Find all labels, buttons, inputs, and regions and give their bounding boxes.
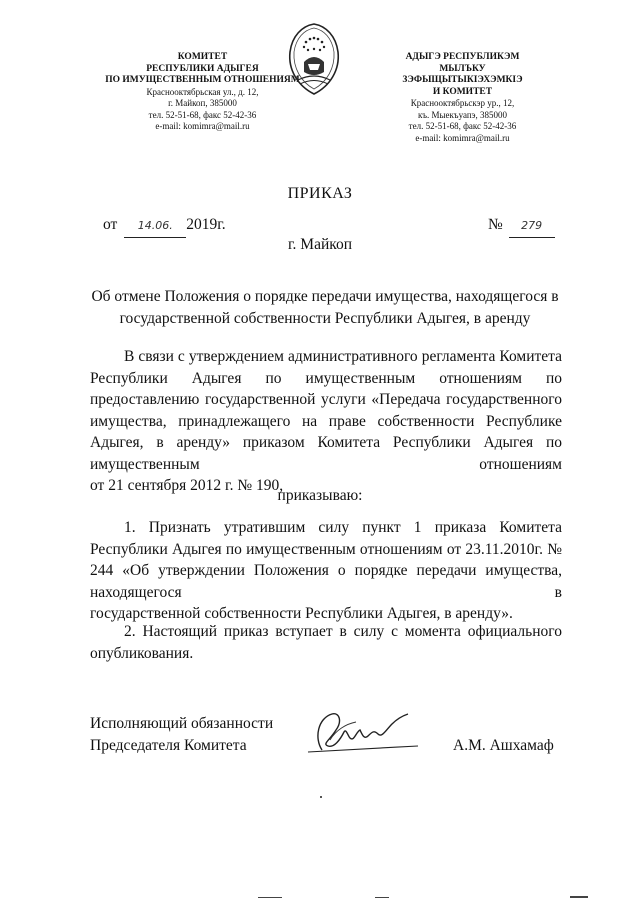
handwritten-date: 14.06.	[137, 219, 173, 232]
city-line: г. Майкоп	[287, 236, 353, 253]
header-right-city: къ. Мыекъуапэ, 385000	[417, 109, 508, 120]
header-right-line1: АДЫГЭ РЕСПУБЛИКЭМ	[405, 52, 520, 62]
header-left-line1: КОМИТЕТ	[177, 52, 228, 62]
scan-mark-bottom-2	[375, 897, 389, 898]
header-right-phone: тел. 52-51-68, факс 52-42-36	[408, 121, 517, 131]
subject-line-1: Об отмене Положения о порядке передачи имущества, находящегося в	[91, 288, 559, 305]
header-left-line2: РЕСПУБЛИКИ АДЫГЕЯ	[146, 63, 259, 74]
signer-name: А.М. Ашхамаф	[453, 737, 554, 754]
signature-mark	[300, 700, 425, 762]
item-1-text: 1. Признать утратившим силу пункт 1 приказа Комитета Республики Адыгея по имущественным отношениям от 23.11.2010г. № 244 «Об утверждении Положения о порядке передачи имущества, находящегося в	[90, 519, 562, 601]
document-title: ПРИКАЗ	[287, 185, 353, 202]
date-prefix: от	[103, 216, 118, 233]
item-1-last-line: государственной собственности Республики Адыгея, в аренду».	[90, 605, 513, 622]
item-2-text: 2. Настоящий приказ вступает в силу с момента официального	[124, 623, 562, 640]
scan-mark-bottom-1	[258, 897, 282, 898]
preamble-block	[90, 346, 562, 497]
item-2-block	[90, 621, 562, 664]
subject-block	[90, 286, 560, 329]
header-right-email: e-mail: komimra@mail.ru	[415, 132, 510, 143]
header-right-address: Краснооктябрьскэр ур., 12,	[410, 98, 515, 108]
header-left-line3: ПО ИМУЩЕСТВЕННЫМ ОТНОШЕНИЯМ	[105, 75, 300, 85]
header-right-line3: И КОМИТЕТ	[432, 86, 493, 97]
order-word: приказываю:	[277, 487, 363, 504]
scan-mark-bottom-3	[570, 896, 588, 898]
header-right-line2: МЫЛЪКУ ЗЭФЫЩЫТЫКIЭХЭМКIЭ	[402, 63, 523, 85]
item-1-block	[90, 517, 562, 625]
preamble-last-line: от 21 сентября 2012 г. № 190,	[90, 477, 284, 494]
header-left-block	[105, 52, 300, 133]
header-left-city: г. Майкоп, 385000	[168, 98, 237, 108]
scan-speck	[320, 796, 322, 798]
header-left-email: e-mail: komimra@mail.ru	[155, 121, 250, 131]
signer-title-line-1: Исполняющий обязанности	[90, 715, 274, 732]
header-right-block	[395, 52, 530, 144]
header-left-phone: тел. 52-51-68, факс 52-42-36	[148, 109, 257, 120]
date-suffix: 2019г.	[186, 216, 226, 233]
item-2-last-line: опубликования.	[90, 644, 194, 662]
number-prefix: №	[488, 216, 503, 233]
header-left-address: Краснооктябрьская ул., д. 12,	[146, 86, 259, 97]
handwritten-number: 279	[521, 219, 543, 232]
preamble-text: В связи с утверждением административного регламента Комитета Республики Адыгея по имущественным отношениям по предоставлению государственной услуги «Передача государственного имущества, принадлежащего на праве собственности Республике Адыгея, в аренду» приказом Комитета Республики Адыгея по имущественным отношениям	[90, 348, 562, 473]
signer-title-line-2: Председателя Комитета	[90, 736, 247, 754]
subject-line-2: государственной собственности Республики Адыгея, в аренду	[119, 309, 531, 327]
coat-of-arms-emblem	[284, 22, 344, 96]
signer-title	[90, 713, 273, 756]
